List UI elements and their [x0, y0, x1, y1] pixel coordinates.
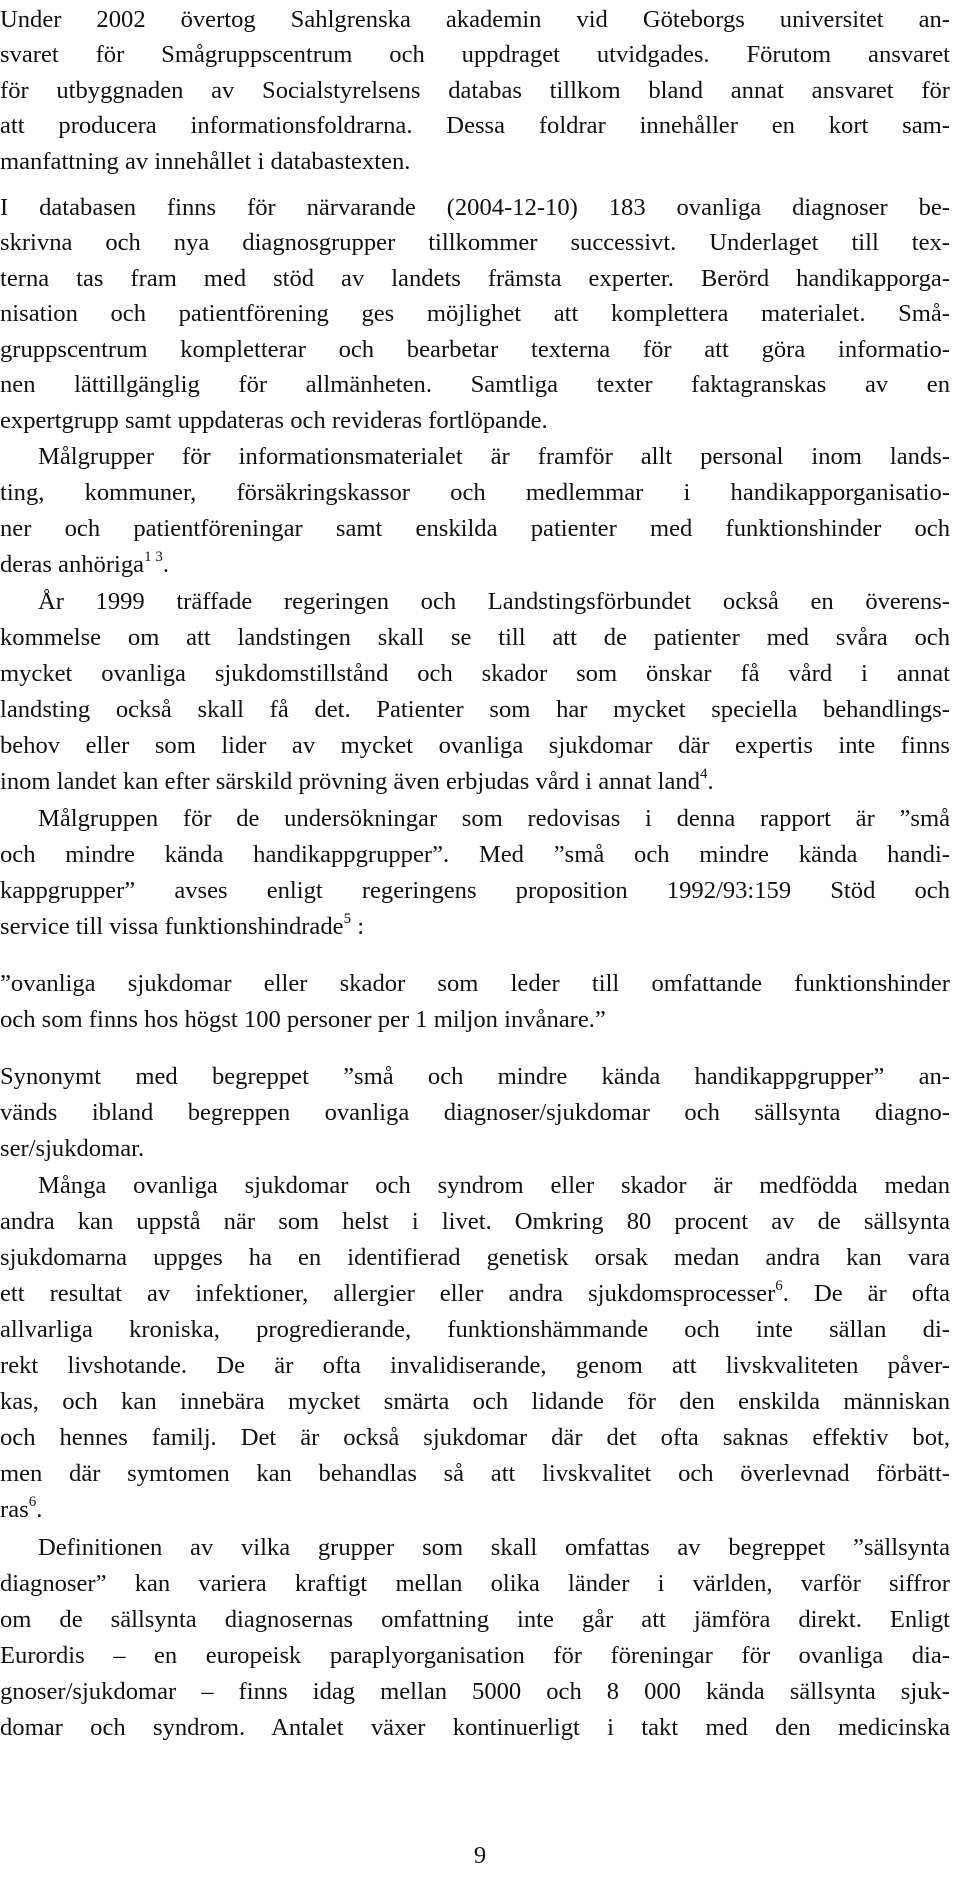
text-line: sjukdomarna uppges ha en identifierad genetisk orsak medan andra kan vara — [0, 1244, 950, 1271]
text-line: andra kan uppstå när som helst i livet. Omkring 80 procent av de sällsynta — [0, 1208, 950, 1235]
text-line: expertgrupp samt uppdateras och revideras fortlöpande. — [0, 407, 548, 434]
text-span: deras anhöriga — [0, 551, 145, 578]
text-line: nen lättillgänglig för allmänheten. Samtliga texter faktagranskas av en — [0, 371, 950, 398]
text-span: ett resultat av infektioner, allergier eller andra sjukdomsprocesser — [0, 1280, 776, 1307]
text-line: för utbyggnaden av Socialstyrelsens databas tillkom bland annat ansvaret för — [0, 77, 950, 104]
text-line: ting, kommuner, försäkringskassor och medlemmar i handikapporganisatio- — [0, 479, 950, 506]
text-line: svaret för Smågruppscentrum och uppdraget utvidgades. Förutom ansvaret — [0, 41, 950, 68]
text-span: . — [707, 768, 714, 795]
text-span: inom landet kan efter särskild prövning även erbjudas vård i annat land — [0, 768, 701, 795]
text-line: Eurordis – en europeisk paraplyorganisation för föreningar för ovanliga dia- — [0, 1642, 950, 1669]
page-number: 9 — [473, 1842, 487, 1869]
text-line: ner och patientföreningar samt enskilda patienter med funktionshinder och — [0, 515, 950, 542]
footnote-marker: 4 — [700, 765, 708, 782]
text-line: gruppscentrum kompletterar och bearbetar texterna för att göra informatio- — [0, 336, 950, 363]
text-line: rekt livshotande. De är ofta invalidiserande, genom att livskvaliteten påver- — [0, 1352, 950, 1379]
footnote-marker: 6 — [28, 1493, 37, 1510]
text-line: vänds ibland begreppen ovanliga diagnoser/sjukdomar och sällsynta diagno- — [0, 1099, 950, 1126]
text-span: : — [351, 913, 365, 940]
text-span: . — [36, 1496, 43, 1523]
text-span: . — [162, 551, 169, 578]
text-line: Målgruppen för de undersökningar som redovisas i denna rapport är ”små — [38, 805, 950, 832]
text-line: domar och syndrom. Antalet växer kontinuerligt i takt med den medicinska — [0, 1714, 950, 1741]
text-line — [0, 764, 950, 799]
text-line: Målgrupper för informationsmaterialet är framför allt personal inom lands- — [38, 443, 950, 470]
text-line: kommelse om att landstingen skall se till att de patienter med svåra och — [0, 624, 950, 651]
text-line — [0, 1492, 950, 1527]
text-line — [0, 909, 950, 944]
text-line: År 1999 träffade regeringen och Landstingsförbundet också en överens- — [38, 588, 950, 615]
text-line: manfattning av innehållet i databastexten. — [0, 148, 411, 175]
text-line: att producera informationsfoldrarna. Dessa foldrar innehåller en kort sam- — [0, 112, 950, 139]
text-line: om de sällsynta diagnosernas omfattning inte går att jämföra direkt. Enligt — [0, 1606, 950, 1633]
text-line: kappgrupper” avses enligt regeringens proposition 1992/93:159 Stöd och — [0, 877, 950, 904]
text-line: Under 2002 övertog Sahlgrenska akademin vid Göteborgs universitet an- — [0, 6, 950, 33]
text-line: och mindre kända handikappgrupper”. Med ”små och mindre kända handi- — [0, 841, 950, 868]
text-line: ser/sjukdomar. — [0, 1135, 145, 1162]
text-span: service till vissa funktionshindrade — [0, 913, 344, 940]
text-line: I databasen finns för närvarande (2004-12-10) 183 ovanliga diagnoser be- — [0, 194, 950, 221]
quote-line: ”ovanliga sjukdomar eller skador som leder till omfattande funktionshinder — [0, 970, 950, 997]
footnote-marker: 6 — [775, 1277, 783, 1294]
text-line: Många ovanliga sjukdomar och syndrom eller skador är medfödda medan — [38, 1172, 950, 1199]
text-line: och hennes familj. Det är också sjukdomar där det ofta saknas effektiv bot, — [0, 1424, 950, 1451]
text-line: diagnoser” kan variera kraftigt mellan olika länder i världen, varför siffror — [0, 1570, 950, 1597]
text-line: gnoser/sjukdomar – finns idag mellan 5000 och 8 000 kända sällsynta sjuk- — [0, 1678, 950, 1705]
text-line: men där symtomen kan behandlas så att livskvalitet och överlevnad förbätt- — [0, 1460, 950, 1487]
text-line: mycket ovanliga sjukdomstillstånd och skador som önskar få vård i annat — [0, 660, 950, 687]
text-line: kas, och kan innebära mycket smärta och lidande för den enskilda människan — [0, 1388, 950, 1415]
text-line: Synonymt med begreppet ”små och mindre kända handikappgrupper” an- — [0, 1063, 950, 1090]
text-line: terna tas fram med stöd av landets främsta experter. Berörd handikapporga- — [0, 265, 950, 292]
text-line: landsting också skall få det. Patienter som har mycket speciella behandlings- — [0, 696, 950, 723]
text-line: Definitionen av vilka grupper som skall omfattas av begreppet ”sällsynta — [38, 1534, 950, 1561]
text-line: nisation och patientförening ges möjlighet att komplettera materialet. Små- — [0, 300, 950, 327]
text-line: skrivna och nya diagnosgrupper tillkommer successivt. Underlaget till tex- — [0, 229, 950, 256]
text-line: allvarliga kroniska, progredierande, funktionshämmande och inte sällan di- — [0, 1316, 950, 1343]
text-line — [0, 1276, 950, 1311]
footnote-marker: 5 — [343, 910, 352, 927]
quote-line: och som finns hos högst 100 personer per 1 miljon invånare.” — [0, 1006, 606, 1033]
text-span: ras — [0, 1496, 29, 1523]
text-line: behov eller som lider av mycket ovanliga sjukdomar där expertis inte finns — [0, 732, 950, 759]
footnote-marker: 1 3 — [144, 548, 163, 565]
text-span: . De är ofta — [782, 1280, 950, 1307]
text-line — [0, 547, 950, 582]
